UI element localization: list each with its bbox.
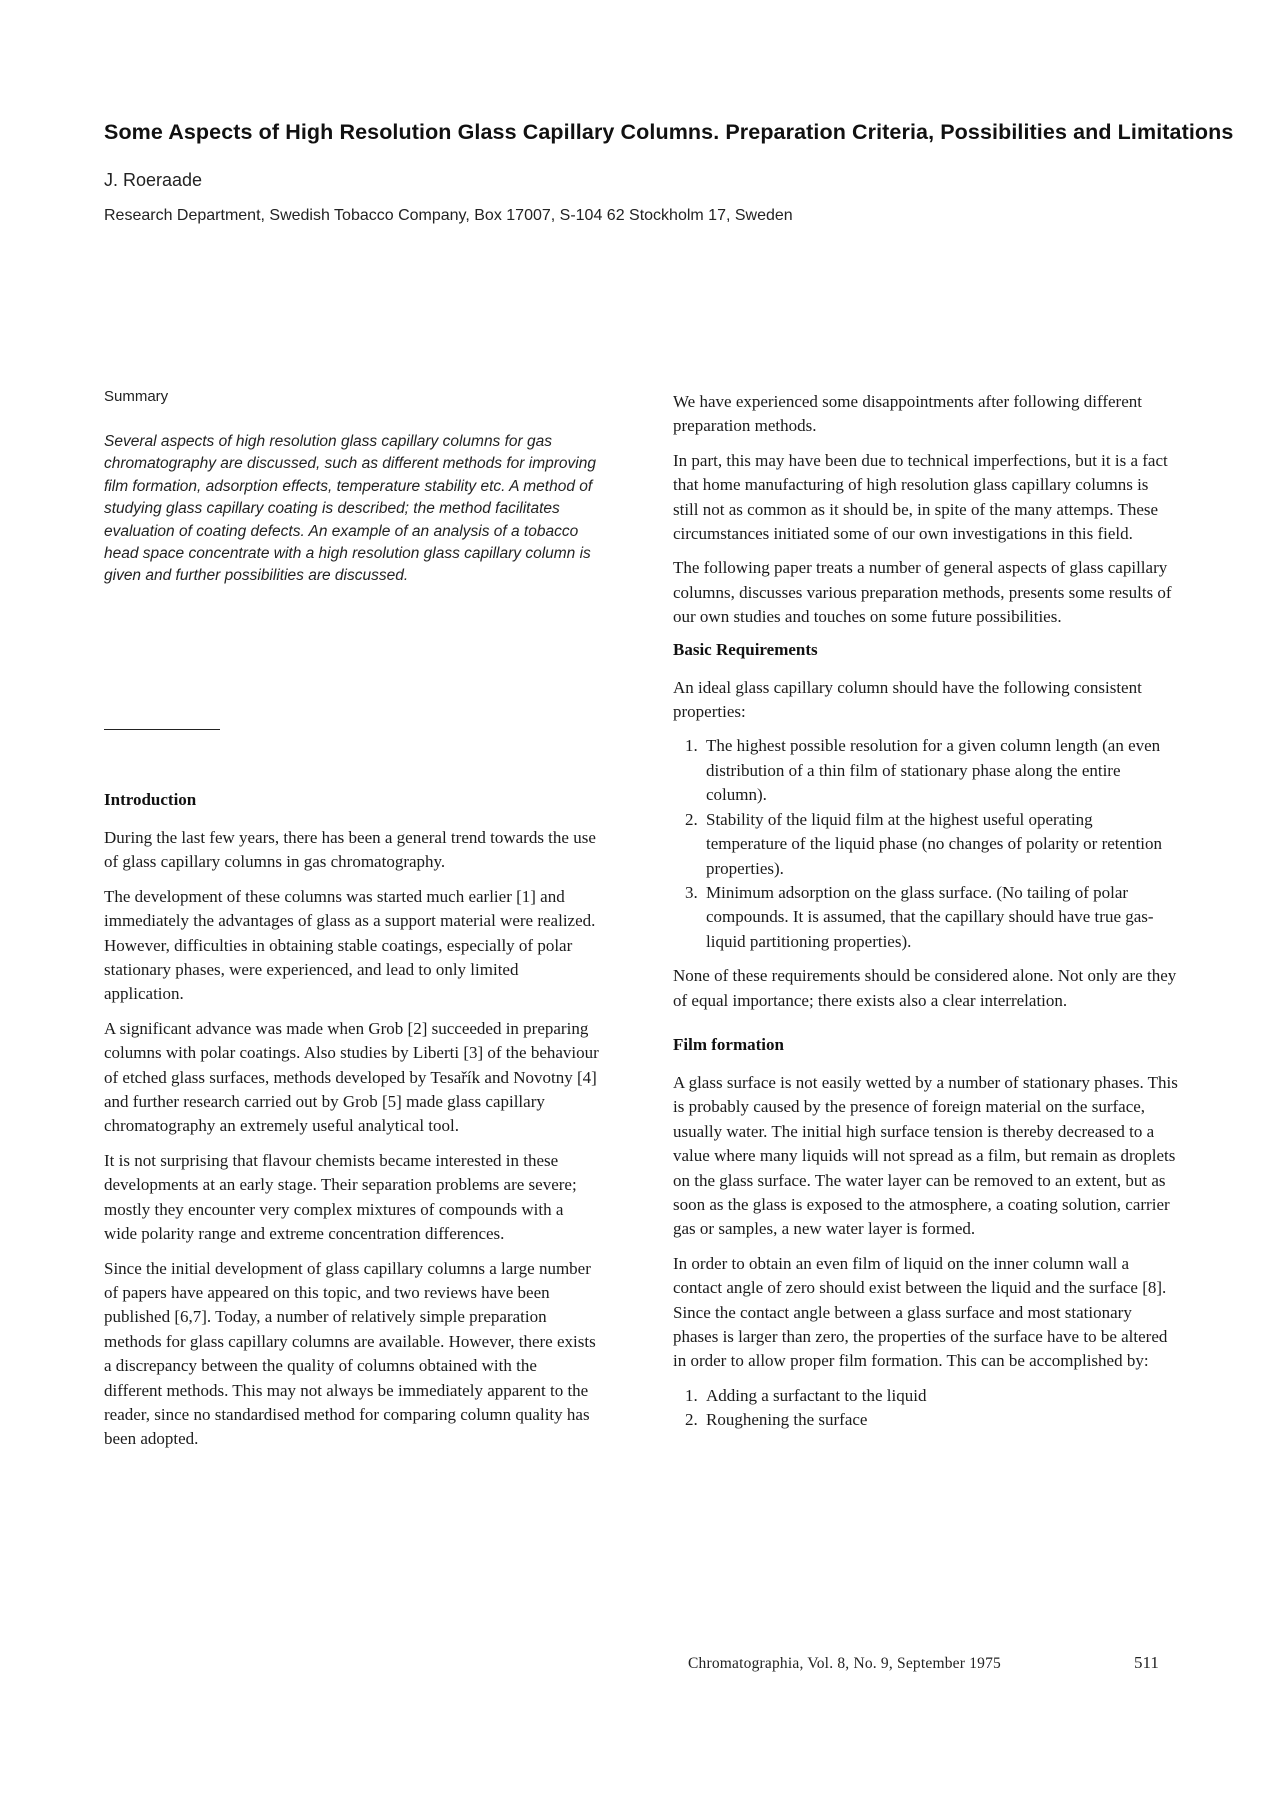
author-affiliation: Research Department, Swedish Tobacco Company, Box 17007, S-104 62 Stockholm 17, Sweden xyxy=(104,207,793,224)
requirement-item: 2. Stability of the liquid film at the highest useful operating temperature of the liquid phase (no changes of polarity or retention properties). xyxy=(702,808,1178,881)
summary-section xyxy=(104,388,594,588)
body-paragraph: The following paper treats a number of general aspects of glass capillary columns, discusses various preparation methods, presents some results of our own studies and touches on some future possibilities. xyxy=(673,558,1172,627)
requirement-item: 3. Minimum adsorption on the glass surface. (No tailing of polar compounds. It is assumed, that the capillary should have true gas-liquid partitioning properties). xyxy=(702,881,1178,954)
introduction-paragraph: During the last few years, there has been a general trend towards the use of glass capillary columns in gas chromatography. xyxy=(104,828,596,872)
basic-requirements-lead: An ideal glass capillary column should have the following consistent properties: xyxy=(673,677,1142,722)
introduction-paragraph: A significant advance was made when Grob [2] succeeded in preparing columns with polar coatings. Also studies by Liberti [3] of the behaviour of etched glass surfaces, methods developed by Tesařík and Novotny [4] and further research carried out by Grob [5] made glass capillary chromatography an extremely useful analytical tool. xyxy=(104,1018,599,1136)
journal-citation: Chromatographia, Vol. 8, No. 9, September 1975 xyxy=(688,1655,1001,1672)
paper-title: Some Aspects of High Resolution Glass Capillary Columns. Preparation Criteria, Possibilities and Limitations xyxy=(104,120,1234,144)
film-formation-paragraph: In order to obtain an even film of liquid on the inner column wall a contact angle of zero should exist between the liquid and the surface [8]. Since the contact angle between a glass surface and most stationary phases is larger than zero, the properties of the surface have to be altered in order to allow proper film formation. This can be accomplished by: xyxy=(673,1253,1168,1371)
section-divider xyxy=(104,729,220,730)
body-paragraph: We have experienced some disappointments after following different preparation methods. xyxy=(673,392,1142,436)
film-formation-heading: Film formation xyxy=(673,1034,784,1054)
author-name: J. Roeraade xyxy=(104,170,203,190)
film-formation-item: 2. Roughening the surface xyxy=(702,1408,1178,1432)
introduction-paragraph: The development of these columns was started much earlier [1] and immediately the advantages of glass as a support material were realized. However, difficulties in obtaining stable coatings, especially of polar stationary phases, were experienced, and lead to only limited application. xyxy=(104,886,596,1004)
requirements-list xyxy=(673,734,1178,954)
film-formation-item: 1. Adding a surfactant to the liquid xyxy=(702,1384,1178,1408)
basic-requirements-closing: None of these requirements should be considered alone. Not only are they of equal importance; there exists also a clear interrelation. xyxy=(673,966,1177,1010)
body-paragraph: In part, this may have been due to technical imperfections, but it is a fact that home manufacturing of high resolution glass capillary columns is still not as common as it should be, in spite of the many attemps. These circumstances initiated some of our own investigations in this field. xyxy=(673,450,1168,544)
introduction-heading: Introduction xyxy=(104,790,197,809)
right-column xyxy=(673,390,1178,1443)
summary-text: Several aspects of high resolution glass capillary columns for gas chromatography are discussed, such as different methods for improving film formation, adsorption effects, temperature stability etc. A method of studying glass capillary coating is described; the method facilitates evaluation of coating defects. An example of an analysis of a tobacco head space concentrate with a high resolution glass capillary column is given and further possibilities are discussed. xyxy=(104,433,596,585)
page-number: 511 xyxy=(1134,1653,1159,1672)
basic-requirements-heading: Basic Requirements xyxy=(673,639,818,659)
summary-heading: Summary xyxy=(104,388,169,405)
introduction-section xyxy=(104,790,599,1462)
introduction-paragraph: Since the initial development of glass capillary columns a large number of papers have appeared on this topic, and two reviews have been published [6,7]. Today, a number of relatively simple preparation methods for glass capillary columns are available. However, there exists a discrepancy between the quality of columns obtained with the different methods. This may not always be immediately apparent to the reader, since no standardised method for comparing column quality has been adopted. xyxy=(104,1258,596,1449)
introduction-paragraph: It is not surprising that flavour chemists became interested in these developments at an early stage. Their separation problems are severe; mostly they encounter very complex mixtures of compounds with a wide polarity range and extreme concentration differences. xyxy=(104,1150,577,1244)
film-formation-list xyxy=(673,1384,1178,1433)
requirement-item: 1. The highest possible resolution for a given column length (an even distribution of a thin film of stationary phase along the entire column). xyxy=(702,734,1178,807)
film-formation-paragraph: A glass surface is not easily wetted by a number of stationary phases. This is probably caused by the presence of foreign material on the surface, usually water. The initial high surface tension is thereby decreased to a value where many liquids will not spread as a film, but remain as droplets on the glass surface. The water layer can be removed to an extent, but as soon as the glass is exposed to the atmosphere, a coating solution, carrier gas or samples, a new water layer is formed. xyxy=(673,1072,1178,1239)
